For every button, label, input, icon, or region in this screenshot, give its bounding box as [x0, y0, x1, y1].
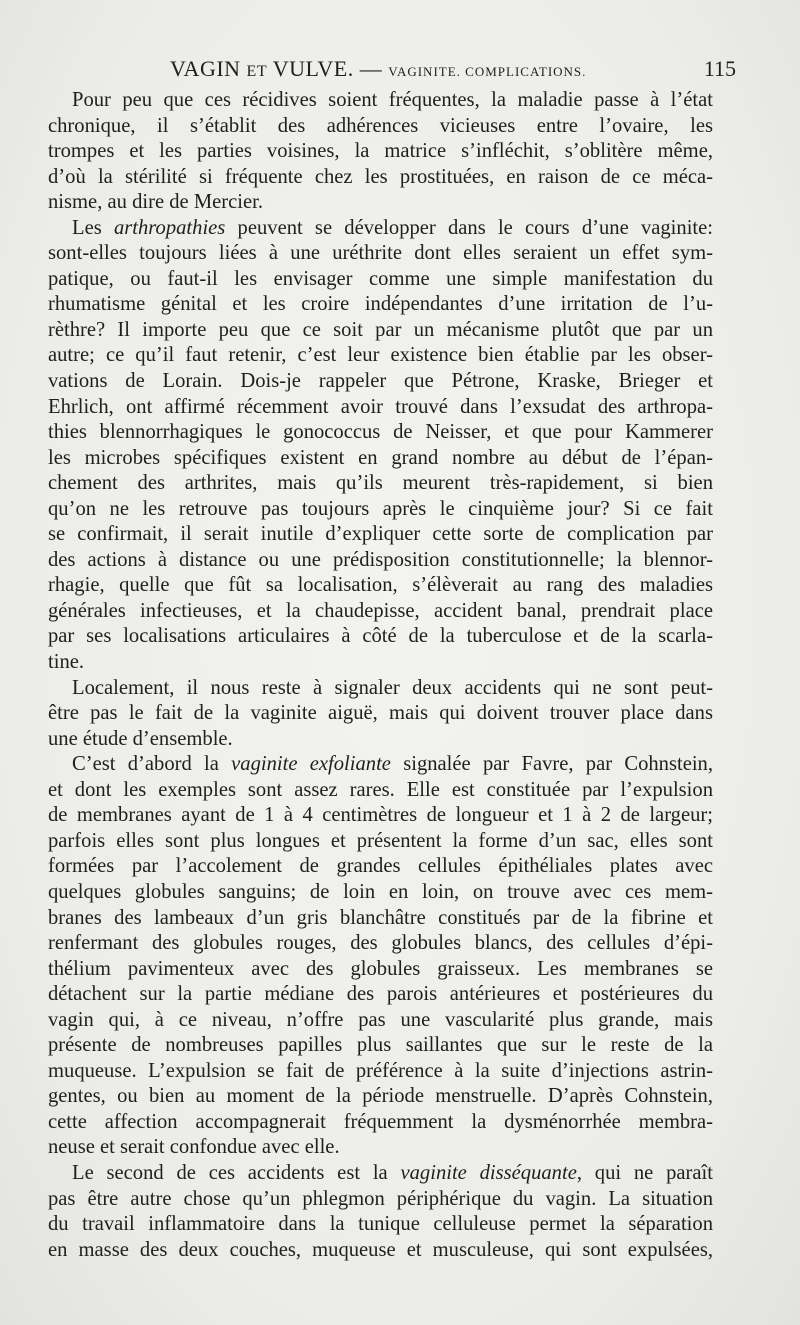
running-title-et: ET	[246, 63, 268, 80]
text-line: les microbes spécifiques existent en grand nombre au début de l’épan-	[48, 446, 713, 469]
text-line: pas être autre chose qu’un phlegmon périphérique du vagin. La situation	[48, 1187, 713, 1210]
text-line: muqueuse. L’expulsion se fait de préférence à la suite d’injections astrin-	[48, 1059, 713, 1082]
text-line: Localement, il nous reste à signaler deux accidents qui ne sont peut-	[72, 676, 713, 699]
text-line: rèthre? Il importe peu que ce soit par un mécanisme plutôt que par un	[48, 318, 713, 341]
text-line: thies blennorrhagiques le gonococcus de Neisser, et que pour Kammerer	[48, 421, 713, 444]
text-line: Les arthropathies peuvent se développer dans le cours d’une vaginite:	[72, 216, 713, 239]
text-line: branes des lambeaux d’un gris blanchâtre constitués par de la fibrine et	[48, 906, 713, 929]
text-line: une étude d’ensemble.	[48, 727, 233, 750]
text-line: d’où la stérilité si fréquente chez les prostituées, en raison de ce méca-	[48, 165, 713, 188]
text-line: vations de Lorain. Dois-je rappeler que Pétrone, Kraske, Brieger et	[48, 370, 713, 393]
text-line: neuse et serait confondue avec elle.	[48, 1136, 340, 1159]
text-line: par ses localisations articulaires à côté de la tuberculose et de la scarla-	[48, 625, 713, 648]
text-line: vagin qui, à ce niveau, n’offre pas une vascularité plus grande, mais	[48, 1008, 713, 1031]
paragraph	[48, 1161, 713, 1263]
text-line: rhumatisme génital et les croire indépendantes d’une irritation de l’u-	[48, 293, 713, 316]
text-line: en masse des deux couches, muqueuse et musculeuse, qui sont expulsées,	[48, 1238, 713, 1261]
text-line: chement des arthrites, mais qu’ils meurent très-rapidement, si bien	[48, 472, 713, 495]
text-line: nisme, au dire de Mercier.	[48, 191, 264, 214]
text-line: gentes, ou bien au moment de la période menstruelle. D’après Cohnstein,	[48, 1085, 713, 1108]
running-title-dash: —	[359, 56, 383, 81]
text-line: patique, ou faut-il les envisager comme une simple manifestation du	[48, 267, 713, 290]
text-line: Pour peu que ces récidives soient fréquentes, la maladie passe à l’état	[72, 89, 713, 111]
running-head	[48, 56, 736, 86]
text-line: tine.	[48, 651, 85, 674]
paragraph	[48, 216, 713, 676]
running-title	[170, 56, 586, 82]
paragraph	[48, 676, 713, 753]
text-line: être pas le fait de la vaginite aiguë, mais qui doivent trouver place dans	[48, 702, 713, 725]
text-line: C’est d’abord la vaginite exfoliante signalée par Favre, par Cohnstein,	[72, 753, 714, 776]
body-text	[48, 88, 713, 1263]
page-number: 115	[703, 56, 736, 81]
text-line: présente de nombreuses papilles plus saillantes que sur le reste de la	[48, 1034, 713, 1057]
text-line: détachent sur la partie médiane des parois antérieures et postérieures du	[48, 983, 713, 1006]
text-line: thélium pavimenteux avec des globules graisseux. Les membranes se	[48, 957, 713, 980]
running-title-part2: VULVE.	[272, 56, 354, 81]
text-line: Ehrlich, ont affirmé récemment avoir trouvé dans l’exsudat des arthropa-	[48, 395, 713, 418]
text-line: qu’on ne les retrouve pas toujours après le cinquième jour? Si ce fait	[48, 497, 713, 520]
paragraph	[48, 752, 713, 1161]
text-line: cette affection accompagnerait fréquemment la dysménorrhée membra-	[48, 1110, 713, 1133]
text-line: parfois elles sont plus longues et présentent la forme d’un sac, elles sont	[48, 829, 713, 852]
running-subtitle: VAGINITE. COMPLICATIONS.	[388, 64, 587, 79]
text-line: de membranes ayant de 1 à 4 centimètres de longueur et 1 à 2 de largeur;	[48, 804, 713, 827]
text-line: Le second de ces accidents est la vaginite disséquante, qui ne paraît	[72, 1161, 713, 1184]
text-line: chronique, il s’établit des adhérences vicieuses entre l’ovaire, les	[48, 114, 713, 137]
text-line: générales infectieuses, et la chaudepisse, accident banal, prendrait place	[48, 599, 713, 622]
text-line: trompes et les parties voisines, la matrice s’infléchit, s’oblitère même,	[48, 140, 713, 163]
text-line: autre; ce qu’il faut retenir, c’est leur existence bien établie par les obser-	[48, 344, 713, 367]
running-title-part1: VAGIN	[170, 56, 241, 81]
text-line: des actions à distance ou une prédisposition constitutionnelle; la blennor-	[48, 548, 713, 571]
text-line: rhagie, quelle que fût sa localisation, s’élèverait au rang des maladies	[48, 574, 713, 597]
text-line: sont-elles toujours liées à une uréthrite dont elles seraient un effet sym-	[48, 242, 713, 265]
text-line: renfermant des globules rouges, des globules blancs, des cellules d’épi-	[48, 932, 713, 955]
paragraph	[48, 88, 713, 216]
text-line: quelques globules sanguins; de loin en loin, on trouve avec ces mem-	[48, 880, 713, 903]
text-line: du travail inflammatoire dans la tunique celluleuse permet la séparation	[48, 1213, 713, 1236]
text-line: se confirmait, il serait inutile d’expliquer cette sorte de complication par	[48, 523, 713, 546]
text-line: et dont les exemples sont assez rares. Elle est constituée par l’expulsion	[48, 778, 713, 801]
text-line: formées par l’accolement de grandes cellules épithéliales plates avec	[48, 855, 713, 878]
